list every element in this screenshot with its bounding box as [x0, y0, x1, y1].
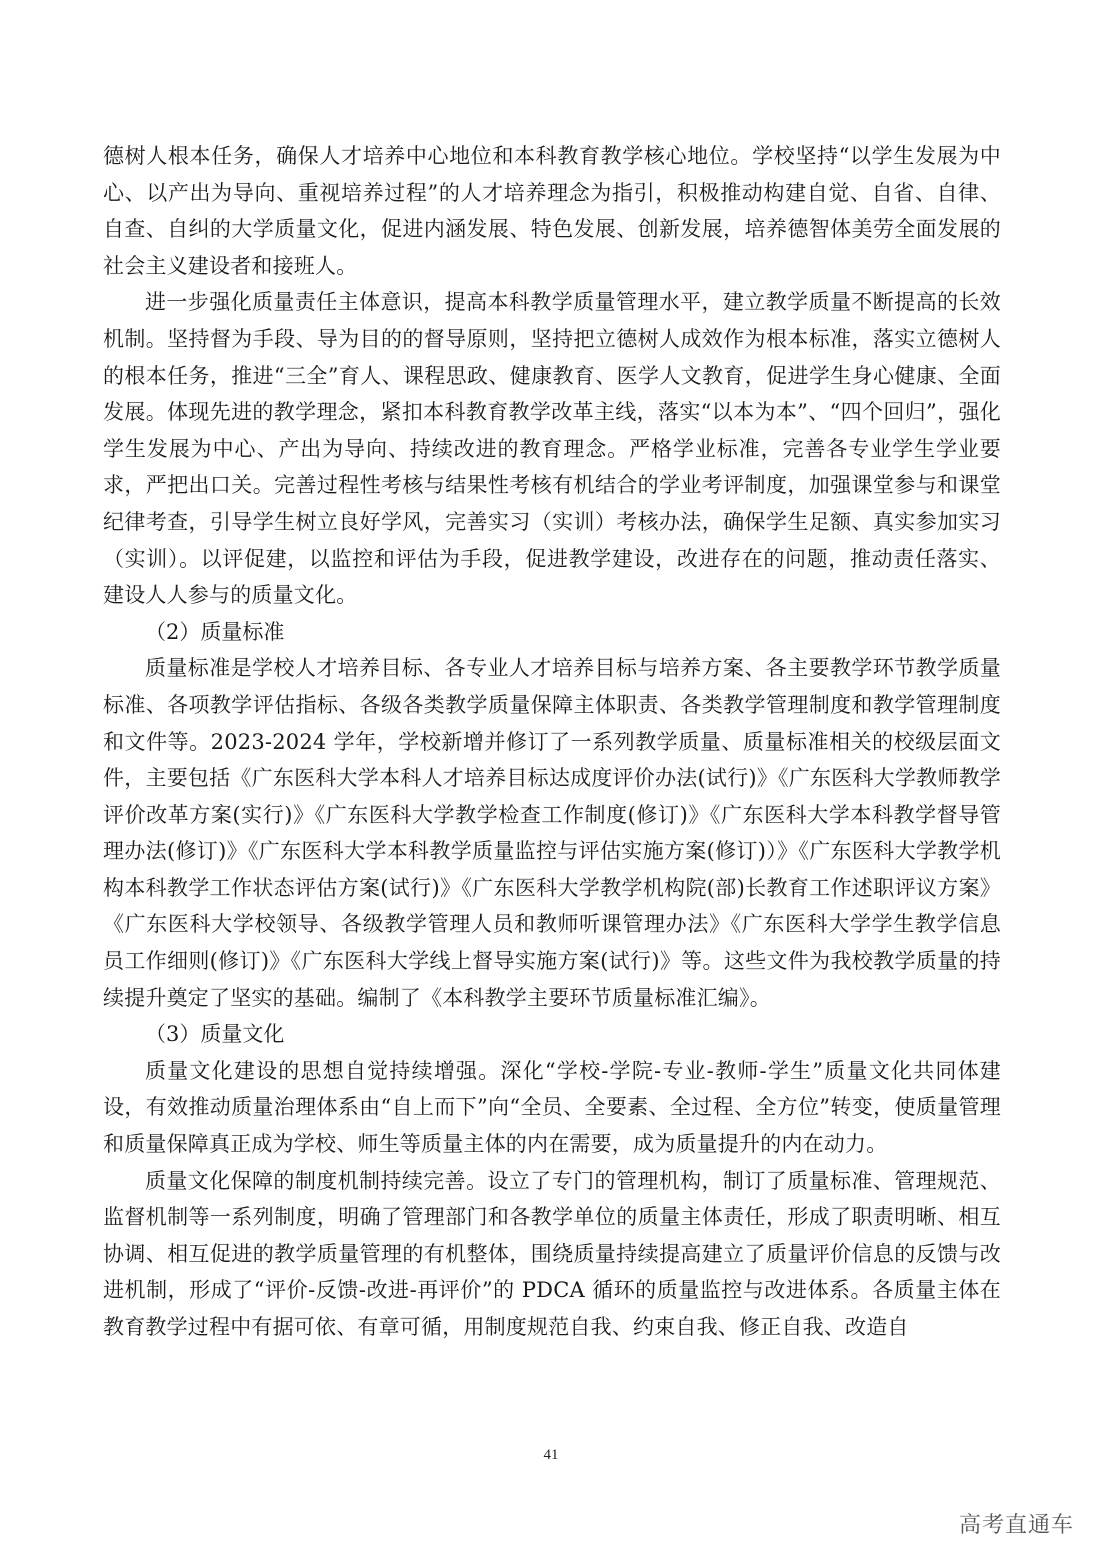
watermark-logo-text: 高考直通车 — [958, 1513, 1074, 1538]
paragraph-continuation: 德树人根本任务，确保人才培养中心地位和本科教育教学核心地位。学校坚持“以学生发展为中心、以产出为导向、重视培养过程”的人才培养理念为指引，积极推动构建自觉、自省、自律、自查、自纠的大学质量文化，促进内涵发展、特色发展、创新发展，培养德智体美劳全面发展的社会主义建设者和接班人。 — [103, 144, 1001, 278]
document-body — [103, 138, 1001, 1346]
paragraph-quality-standards: 质量标准是学校人才培养目标、各专业人才培养目标与培养方案、各主要教学环节教学质量标准、各项教学评估指标、各级各类教学质量保障主体职责、各类教学管理制度和教学管理制度和文件等。2023-2024 学年，学校新增并修订了一系列教学质量、质量标准相关的校级层面文件，主要包括《广东医科大学本科人才培养目标达成度评价办法(试行)》《广东医科大学教师教学评价改革方案(实行)》《广东医科大学教学检查工作制度(修订)》《广东医科大学本科教学督导管理办法(修订)》《广东医科大学本科教学质量监控与评估实施方案(修订)）》《广东医科大学教学机构本科教学工作状态评估方案(试行)》《广东医科大学教学机构院(部)长教育工作述职评议方案》《广东医科大学校领导、各级教学管理人员和教师听课管理办法》《广东医科大学学生教学信息员工作细则(修订)》《广东医科大学线上督导实施方案(试行)》等。这些文件为我校教学质量的持续提升奠定了坚实的基础。编制了《本科教学主要环节质量标准汇编》。 — [103, 656, 1001, 1010]
section-heading-quality-culture: （3）质量文化 — [145, 1022, 285, 1047]
section-heading-quality-standards: （2）质量标准 — [145, 619, 285, 644]
paragraph-quality-responsibility: 进一步强化质量责任主体意识，提高本科教学质量管理水平，建立教学质量不断提高的长效机制。坚持督为手段、导为目的的督导原则，坚持把立德树人成效作为根本标准，落实立德树人的根本任务，推进“三全”育人、课程思政、健康教育、医学人文教育，促进学生身心健康、全面发展。体现先进的教学理念，紧扣本科教育教学改革主线，落实“以本为本”、“四个回归”，强化学生发展为中心、产出为导向、持续改进的教育理念。严格学业标准，完善各专业学生学业要求，严把出口关。完善过程性考核与结果性考核有机结合的学业考评制度，加强课堂参与和课堂纪律考查，引导学生树立良好学风，完善实习（实训）考核办法，确保学生足额、真实参加实习（实训）。以评促建，以监控和评估为手段，促进教学建设，改进存在的问题，推动责任落实、建设人人参与的质量文化。 — [103, 290, 1001, 608]
paragraph-quality-culture-awareness: 质量文化建设的思想自觉持续增强。深化“学校-学院-专业-教师-学生”质量文化共同体建设，有效推动质量治理体系由“自上而下”向“全员、全要素、全过程、全方位”转变，使质量管理和质量保障真正成为学校、师生等质量主体的内在需要，成为质量提升的内在动力。 — [103, 1058, 1001, 1157]
page-number: 41 — [543, 1447, 559, 1463]
paragraph-quality-culture-mechanism: 质量文化保障的制度机制持续完善。设立了专门的管理机构，制订了质量标准、管理规范、监督机制等一系列制度，明确了管理部门和各教学单位的质量主体责任，形成了职责明晰、相互协调、相互促进的教学质量管理的有机整体，围绕质量持续提高建立了质量评价信息的反馈与改进机制，形成了“评价-反馈-改进-再评价”的 PDCA 循环的质量监控与改进体系。各质量主体在教育教学过程中有据可依、有章可循，用制度规范自我、约束自我、修正自我、改造自 — [103, 1168, 1001, 1339]
